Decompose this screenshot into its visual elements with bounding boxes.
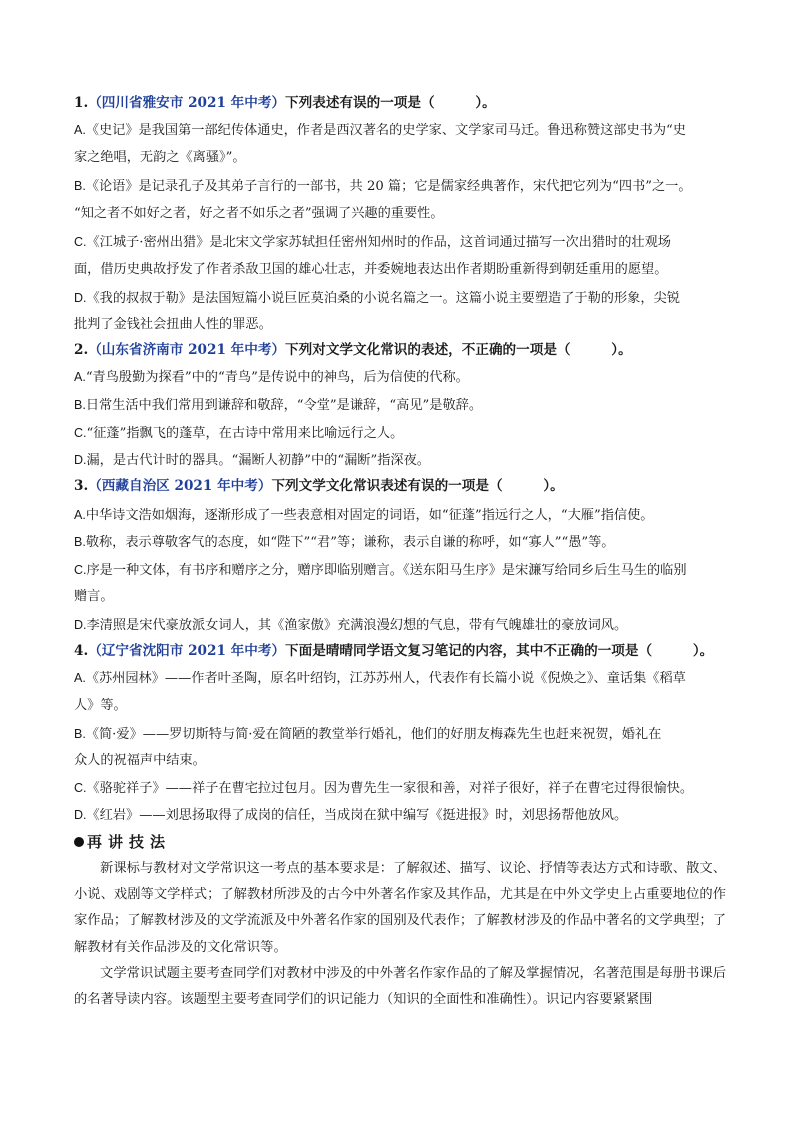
section-heading xyxy=(74,832,171,852)
question-stem: 下列对文学文化常识的表述，不正确的一项是（ ）。 xyxy=(285,342,632,358)
q4-option-c: C.《骆驼祥子》——祥子在曹宅拉过包月。因为曹先生一家很和善，对祥子很好，祥子在曹宅过得很愉快。 xyxy=(74,781,694,796)
q3-option-b: B.敬称，表示尊敬客气的态度，如“陛下”“君”等；谦称，表示自谦的称呼，如“寡人”“愚”等。 xyxy=(74,535,615,550)
question-4-header xyxy=(74,642,713,660)
question-3-header xyxy=(74,477,564,495)
q1-option-d: D.《我的叔叔于勒》是法国短篇小说巨匠莫泊桑的小说名篇之一。这篇小说主要塑造了于勒的形象，尖锐 xyxy=(74,291,680,306)
question-number: 2. xyxy=(74,342,89,358)
q4-option-a: A.《苏州园林》——作者叶圣陶，原名叶绍钧，江苏苏州人，代表作有长篇小说《倪焕之》、童话集《稻草 xyxy=(74,671,686,686)
section-title: 再讲技法 xyxy=(87,833,172,851)
q2-option-d: D.漏，是古代计时的器具。“漏断人初静”中的“漏断”指深夜。 xyxy=(74,453,430,468)
question-2-header xyxy=(74,341,632,359)
q1-option-c: C.《江城子·密州出猎》是北宋文学家苏轼担任密州知州时的作品，这首词通过描写一次出猎时的壮观场 xyxy=(74,235,671,250)
question-number: 4. xyxy=(74,643,89,659)
q2-option-c: C.“征蓬”指飘飞的蓬草，在古诗中常用来比喻远行之人。 xyxy=(74,426,404,441)
q1-option-b: B.《论语》是记录孔子及其弟子言行的一部书，共 20 篇；它是儒家经典著作，宋代把它列为“四书”之一。 xyxy=(74,179,692,194)
section-paragraph-1: 新课标与教材对文学常识这一考点的基本要求是：了解叙述、描写、议论、抒情等表达方式和诗歌、散文、小说、戏剧等文学样式；了解教材所涉及的古今中外著名作家及其作品，尤其是在中外文学史上占重要地位的作家作品；了解教材涉及的文学流派及中外著名作家的国别及代表作；了解教材涉及的作品中著名的文学典型；了解教材有关作品涉及的文化常识等。 xyxy=(74,861,726,955)
question-1-header xyxy=(74,94,496,112)
question-stem: 下列文学文化常识表述有误的一项是（ ）。 xyxy=(271,478,564,494)
q3-option-c-cont: 赠言。 xyxy=(74,589,114,604)
q4-option-d: D.《红岩》——刘思扬取得了成岗的信任，当成岗在狱中编写《挺进报》时，刘思扬帮他放风。 xyxy=(74,808,628,823)
q4-option-b-cont: 众人的祝福声中结束。 xyxy=(74,753,206,768)
question-source: （山东省济南市 2021 年中考） xyxy=(88,342,286,358)
q3-option-a: A.中华诗文浩如烟海，逐渐形成了一些表意相对固定的词语，如“征蓬”指远行之人，“大雁”指信使。 xyxy=(74,508,654,523)
bullet-dot-icon xyxy=(74,837,84,847)
question-number: 3. xyxy=(74,478,89,494)
question-stem: 下列表述有误的一项是（ ）。 xyxy=(285,95,496,111)
question-source: （四川省雅安市 2021 年中考） xyxy=(88,95,286,111)
q4-option-b: B.《简·爱》——罗切斯特与简·爱在简陋的教堂举行婚礼，他们的好朋友梅森先生也赶来祝贺，婚礼在 xyxy=(74,727,662,742)
q1-option-a: A.《史记》是我国第一部纪传体通史，作者是西汉著名的史学家、文学家司马迁。鲁迅称赞这部史书为“史 xyxy=(74,123,686,138)
q2-option-b: B.日常生活中我们常用到谦辞和敬辞，“令堂”是谦辞，“高见”是敬辞。 xyxy=(74,398,483,413)
q3-option-d: D.李清照是宋代豪放派女词人，其《渔家傲》充满浪漫幻想的气息，带有气魄雄壮的豪放词风。 xyxy=(74,618,628,633)
q1-option-d-cont: 批判了金钱社会扭曲人性的罪恶。 xyxy=(74,317,272,332)
q1-option-a-cont: 家之绝唱，无韵之《离骚》”。 xyxy=(74,150,246,165)
q3-option-c: C.序是一种文体，有书序和赠序之分，赠序即临别赠言。《送东阳马生序》是宋濂写给同乡后生马生的临别 xyxy=(74,563,687,578)
q1-option-b-cont: “知之者不如好之者，好之者不如乐之者”强调了兴趣的重要性。 xyxy=(74,206,444,221)
question-source: （西藏自治区 2021 年中考） xyxy=(88,478,272,494)
section-paragraph-2: 文学常识试题主要考查同学们对教材中涉及的中外著名作家作品的了解及掌握情况，名著范围是每册书课后的名著导读内容。该题型主要考查同学们的识记能力（知识的全面性和准确性）。识记内容要紧紧围 xyxy=(74,966,726,1008)
q1-option-c-cont: 面，借历史典故抒发了作者杀敌卫国的雄心壮志，并委婉地表达出作者期盼重新得到朝廷重用的愿望。 xyxy=(74,262,668,277)
q2-option-a: A.“青鸟殷勤为探看”中的“青鸟”是传说中的神鸟，后为信使的代称。 xyxy=(74,370,469,385)
question-number: 1. xyxy=(74,95,89,111)
question-stem: 下面是晴晴同学语文复习笔记的内容，其中不正确的一项是（ ）。 xyxy=(285,643,714,659)
q4-option-a-cont: 人》等。 xyxy=(74,698,127,713)
question-source: （辽宁省沈阳市 2021 年中考） xyxy=(88,643,286,659)
